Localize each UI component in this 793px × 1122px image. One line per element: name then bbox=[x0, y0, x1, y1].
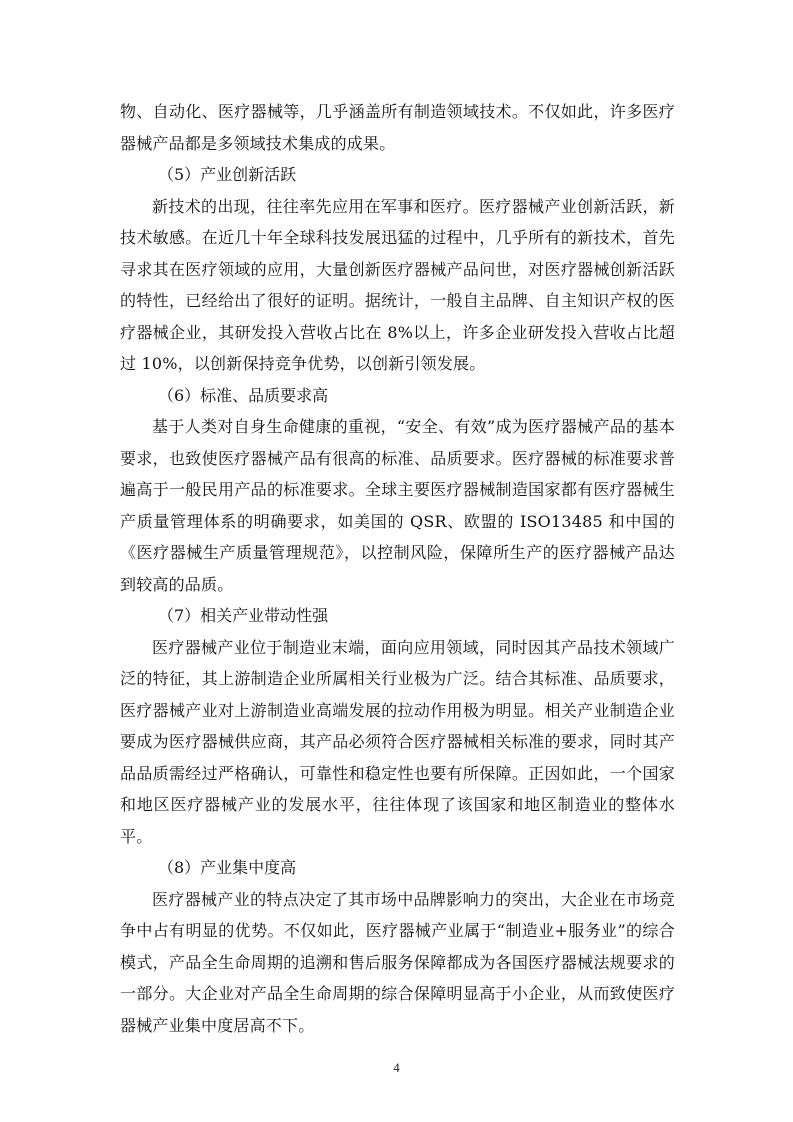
body-text bbox=[120, 96, 675, 1041]
paragraph-innovation: 新技术的出现，往往率先应用在军事和医疗。医疗器械产业创新活跃，新技术敏感。在近几十年全球科技发展迅猛的过程中，几乎所有的新技术，首先寻求其在医疗领域的应用，大量创新医疗器械产品问世，对医疗器械创新活跃的特性，已经给出了很好的证明。据统计，一般自主品牌、自主知识产权的医疗器械企业，其研发投入营收占比在 8%以上，许多企业研发投入营收占比超过 10%，以创新保持竞争优势，以创新引领发展。 bbox=[120, 196, 675, 373]
heading-related-industries: （7）相关产业带动性强 bbox=[158, 606, 329, 625]
heading-standards: （6）标准、品质要求高 bbox=[158, 385, 329, 405]
paragraph-standards: 基于人类对自身生命健康的重视，“安全、有效”成为医疗器械产品的基本要求，也致使医疗器械产品有很高的标准、品质要求。医疗器械的标准要求普遍高于一般民用产品的标准要求。全球主要医疗器械制造国家都有医疗器械生产质量管理体系的明确要求，如美国的 QSR、欧盟的 ISO13485 和中国的《医疗器械生产质量管理规范》，以控制风险，保障所生产的医疗器械产品达到较高的品质。 bbox=[120, 417, 675, 594]
heading-innovation: （5）产业创新活跃 bbox=[158, 165, 297, 184]
heading-concentration: （8）产业集中度高 bbox=[158, 858, 297, 877]
page-number: 4 bbox=[393, 1060, 400, 1075]
paragraph-concentration: 医疗器械产业的特点决定了其市场中品牌影响力的突出，大企业在市场竞争中占有明显的优势。不仅如此，医疗器械产业属于“制造业+服务业”的综合模式，产品全生命周期的追溯和售后服务保障都成为各国医疗器械法规要求的一部分。大企业对产品全生命周期的综合保障明显高于小企业，从而致使医疗器械产业集中度居高不下。 bbox=[120, 889, 675, 1035]
paragraph-related-industries: 医疗器械产业位于制造业末端，面向应用领域，同时因其产品技术领域广泛的特征，其上游制造企业所属相关行业极为广泛。结合其标准、品质要求，医疗器械产业对上游制造业高端发展的拉动作用极为明显。相关产业制造企业要成为医疗器械供应商，其产品必须符合医疗器械相关标准的要求，同时其产品品质需经过严格确认，可靠性和稳定性也要有所保障。正因如此，一个国家和地区医疗器械产业的发展水平，往往体现了该国家和地区制造业的整体水平。 bbox=[120, 637, 675, 846]
paragraph-continuation: 物、自动化、医疗器械等，几乎涵盖所有制造领域技术。不仅如此，许多医疗器械产品都是多领域技术集成的成果。 bbox=[120, 102, 675, 153]
